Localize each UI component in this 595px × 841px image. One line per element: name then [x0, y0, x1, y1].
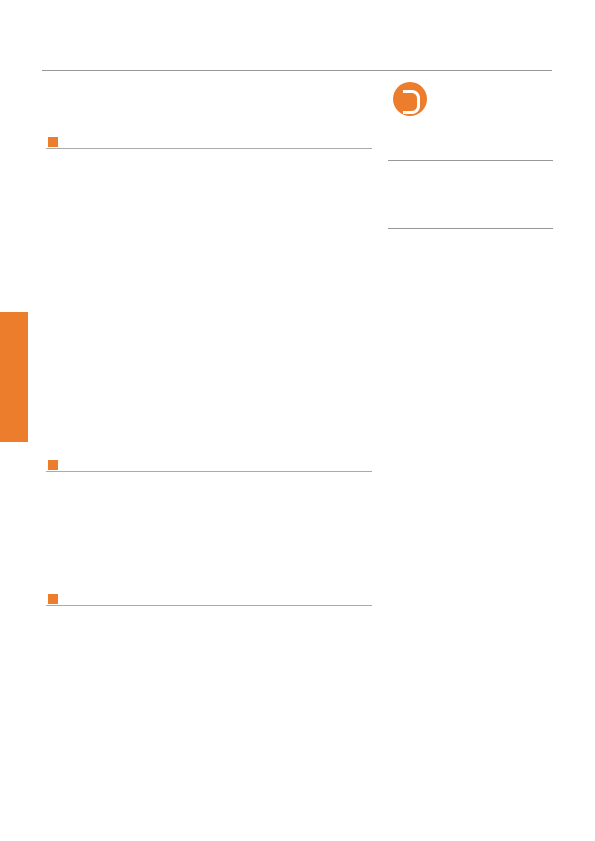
square-bullet-icon [48, 594, 58, 604]
sidebar-category [0, 70, 22, 310]
section-invest-heading [46, 458, 372, 472]
related-reports [388, 236, 553, 238]
company-logo [393, 82, 553, 118]
logo-mark-icon [393, 82, 427, 116]
info-divider [388, 228, 553, 229]
square-bullet-icon [48, 460, 58, 470]
section-core-heading [46, 135, 372, 149]
header-divider [42, 70, 552, 71]
square-bullet-icon [48, 137, 58, 147]
section-risk-heading [46, 592, 372, 606]
info-divider [388, 160, 553, 161]
sidebar-series-tag [0, 312, 28, 442]
analyst-info [388, 170, 553, 222]
